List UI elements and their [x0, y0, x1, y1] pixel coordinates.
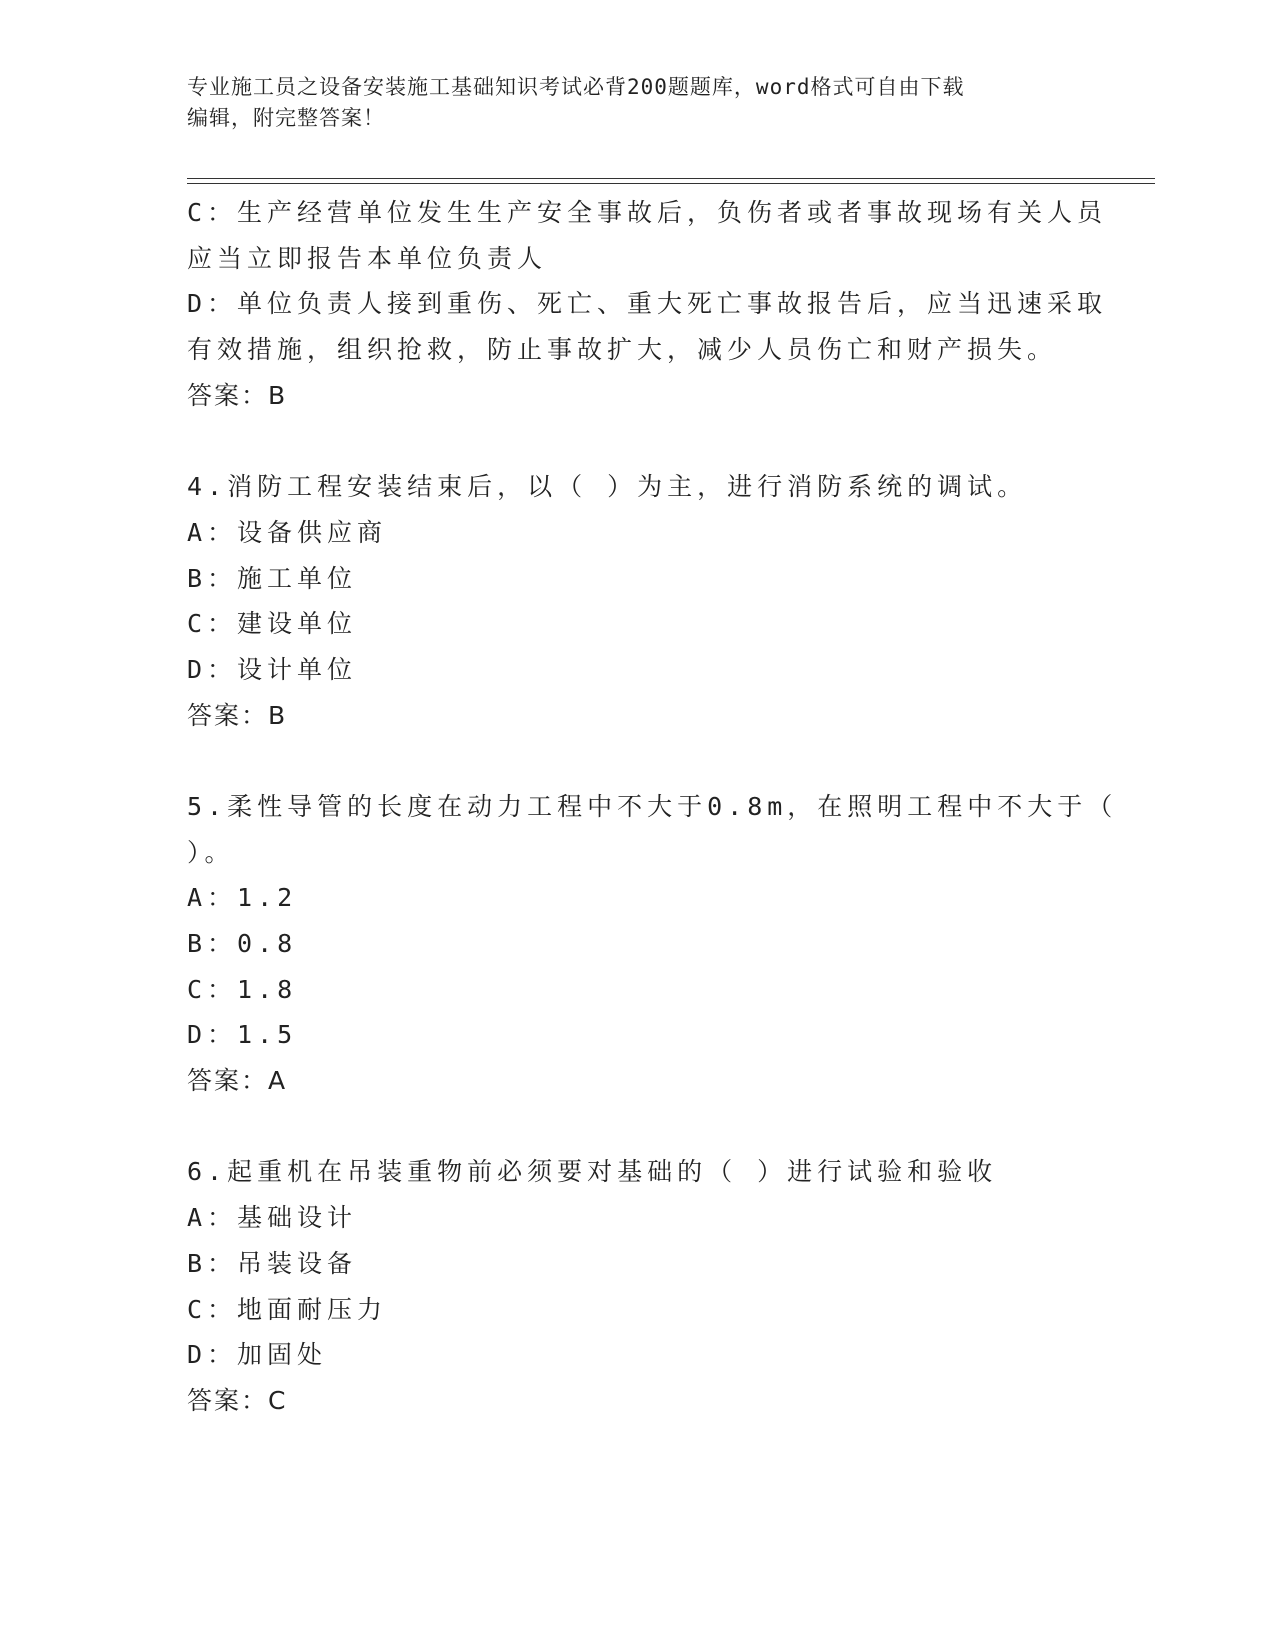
document-body	[187, 190, 1118, 1424]
header-title-line1: 专业施工员之设备安装施工基础知识考试必背200题题库，word格式可自由下载	[187, 75, 965, 99]
option-d: D：加固处	[187, 1340, 328, 1370]
option-c-line2: 应当立即报告本单位负责人	[187, 243, 548, 273]
question-6	[187, 1149, 1087, 1423]
option-d-line1: D：单位负责人接到重伤、死亡、重大死亡事故报告后，应当迅速采取	[187, 289, 1108, 319]
option-d: D：1.5	[187, 1020, 298, 1050]
question-stem: 6.起重机在吊装重物前必须要对基础的（ ）进行试验和验收	[187, 1157, 998, 1187]
option-c: C：1.8	[187, 974, 298, 1004]
answer-3: 答案：B	[187, 380, 288, 410]
option-d-line2: 有效措施，组织抢救，防止事故扩大，减少人员伤亡和财产损失。	[187, 335, 1058, 365]
spacer	[187, 1104, 1087, 1150]
spacer	[187, 418, 1087, 464]
option-c: C：地面耐压力	[187, 1294, 388, 1324]
header-divider	[187, 178, 1155, 184]
option-a: A：设备供应商	[187, 517, 388, 547]
answer-4: 答案：B	[187, 700, 288, 730]
question-stem-continued: ）。	[187, 837, 235, 867]
option-a: A：基础设计	[187, 1203, 358, 1233]
answer-6: 答案：C	[187, 1385, 288, 1415]
option-c-line1: C：生产经营单位发生生产安全事故后，负伤者或者事故现场有关人员	[187, 198, 1108, 227]
option-c: C：建设单位	[187, 609, 358, 639]
option-b: B：施工单位	[187, 563, 358, 593]
answer-5: 答案：A	[187, 1066, 288, 1096]
document-header	[187, 72, 1087, 134]
spacer	[187, 738, 1087, 784]
option-d: D：设计单位	[187, 654, 358, 684]
question-stem: 4.消防工程安装结束后，以（ ）为主，进行消防系统的调试。	[187, 472, 1028, 502]
question-3-tail	[187, 190, 1108, 418]
question-4	[187, 464, 1087, 738]
question-5	[187, 784, 1118, 1104]
option-a: A：1.2	[187, 883, 298, 913]
option-b: B：0.8	[187, 929, 298, 958]
question-stem: 5.柔性导管的长度在动力工程中不大于0.8m，在照明工程中不大于（	[187, 791, 1118, 821]
option-b: B：吊装设备	[187, 1248, 358, 1278]
header-title-line2: 编辑，附完整答案！	[187, 106, 385, 130]
